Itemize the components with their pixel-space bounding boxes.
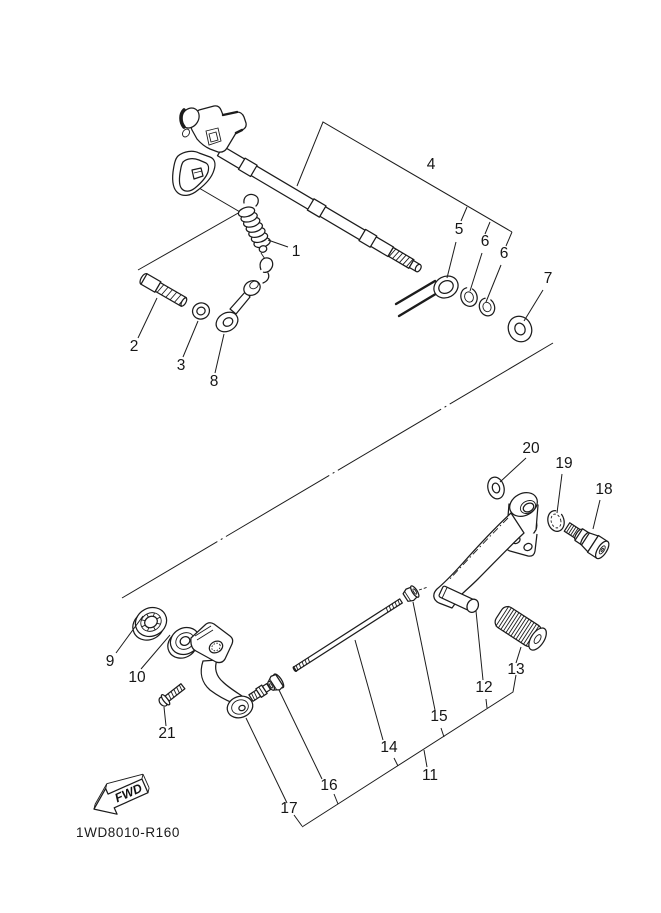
washer-3 [190,301,211,322]
shift-pedal-assembly [127,475,612,721]
callout-15: 15 [430,708,448,725]
rod-nut [402,585,421,604]
shift-shaft-head [173,105,247,196]
plate-washer [504,312,536,345]
callout-19: 19 [555,455,573,472]
return-spring [237,194,271,259]
callout-21: 21 [158,725,176,742]
spring-washer-a [458,285,480,308]
callout-2: 2 [129,338,139,355]
stopper-lever [212,258,272,336]
bearing [127,602,173,645]
fork-spring [396,272,462,316]
shift-shaft-assembly [138,105,536,346]
pedal-rubber [492,604,550,654]
callout-4: 4 [426,156,436,173]
callout-5: 5 [454,221,464,238]
lock-clip [546,509,567,533]
stopper-bolt [138,272,188,308]
shift-arm [191,623,271,722]
callout-labels [106,156,613,817]
callout-12: 12 [475,679,493,696]
callout-8: 8 [209,373,219,390]
callout-13: 13 [507,661,525,678]
callout-9: 9 [105,653,115,670]
fwd-label: FWD [112,781,145,806]
callout-10: 10 [128,669,146,686]
fwd-direction-marker [87,769,154,822]
callout-20: 20 [522,440,540,457]
shift-pedal [434,488,542,614]
footrest-peg [562,519,612,561]
pinch-bolt [157,681,187,708]
callout-7: 7 [543,270,553,287]
callout-6b: 6 [499,245,509,262]
callout-3: 3 [176,357,186,374]
callout-17: 17 [280,800,298,817]
callout-14: 14 [380,739,398,756]
callout-16: 16 [320,777,338,794]
callout-1: 1 [291,243,301,260]
callout-6a: 6 [480,233,490,250]
shift-rod [293,599,403,672]
callout-18: 18 [595,481,613,498]
drawing-code: 1WD8010-R160 [76,825,181,840]
callout-11: 11 [421,767,439,784]
